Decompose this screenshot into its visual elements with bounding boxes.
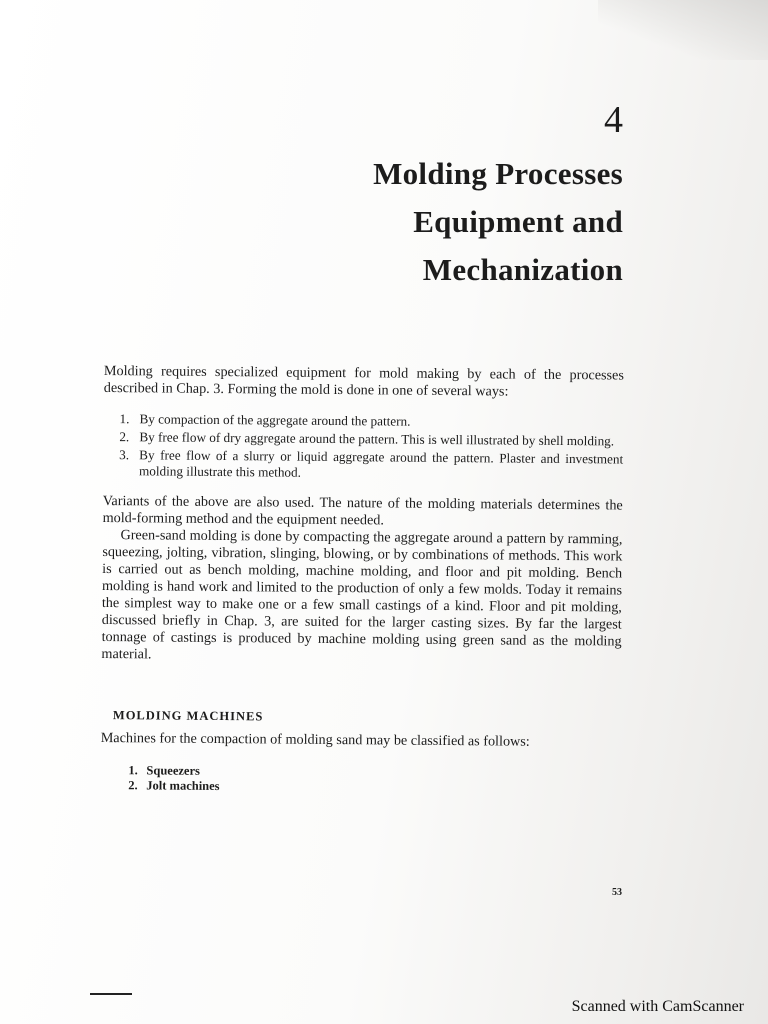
variants-paragraph: Variants of the above are also used. The nature of the molding materials determines the mold-forming method and the equipment needed. [102, 492, 623, 529]
chapter-title [203, 150, 623, 294]
list-item [119, 447, 623, 483]
list-item-number: 2. [128, 778, 138, 793]
list-item-number: 3. [119, 447, 130, 463]
list-item-number: 2. [119, 429, 130, 445]
list-item-text: By free flow of dry aggregate around the pattern. This is well illustrated by shell molding. [139, 429, 615, 449]
chapter-number: 4 [604, 99, 623, 141]
list-item [128, 778, 620, 797]
page-edge-mark [90, 993, 132, 995]
forming-methods-list [119, 411, 624, 483]
list-item-text: By compaction of the aggregate around the pattern. [139, 411, 411, 429]
list-item-text: By free flow of a slurry or liquid aggregate around the pattern. Plaster and investment molding illustrate this method. [138, 447, 624, 480]
intro-paragraph: Molding requires specialized equipment for mold making by each of the processes described in Chap. 3. Forming the mold is done in one of several ways: [103, 363, 624, 400]
list-item-text: Squeezers [146, 763, 200, 778]
page-corner-shadow [598, 0, 768, 60]
machine-types-list [128, 763, 620, 797]
page-number: 53 [612, 887, 622, 898]
list-item-number: 1. [119, 411, 130, 427]
chapter-title-line: Molding Processes [373, 156, 623, 191]
green-sand-paragraph: Green-sand molding is done by compacting the aggregate around a pattern by ramming, squeezing, jolting, vibration, slinging, blowing, or by combinations of methods. This work is carried out as bench molding, machine molding, and floor and pit molding. Bench molding is hand work and limited to the production of only a few molds. Today it remains the simplest way to make one or a few small castings of a kind. Floor and pit molding, discussed briefly in Chap. 3, are suited for the larger casting sizes. By far the largest tonnage of castings is produced by machine molding using green sand as the molding material. [101, 527, 623, 663]
chapter-title-line: Equipment and [413, 204, 623, 239]
list-item-number: 1. [128, 763, 138, 778]
section-heading: MOLDING MACHINES [112, 708, 264, 724]
body-text [100, 363, 624, 798]
chapter-title-line: Mechanization [422, 252, 623, 287]
list-item-text: Jolt machines [146, 778, 220, 794]
section-intro: Machines for the compaction of molding sand may be classified as follows: [100, 729, 530, 750]
list-item [119, 411, 623, 431]
scanner-watermark: Scanned with CamScanner [571, 998, 744, 1015]
list-item [119, 429, 623, 449]
